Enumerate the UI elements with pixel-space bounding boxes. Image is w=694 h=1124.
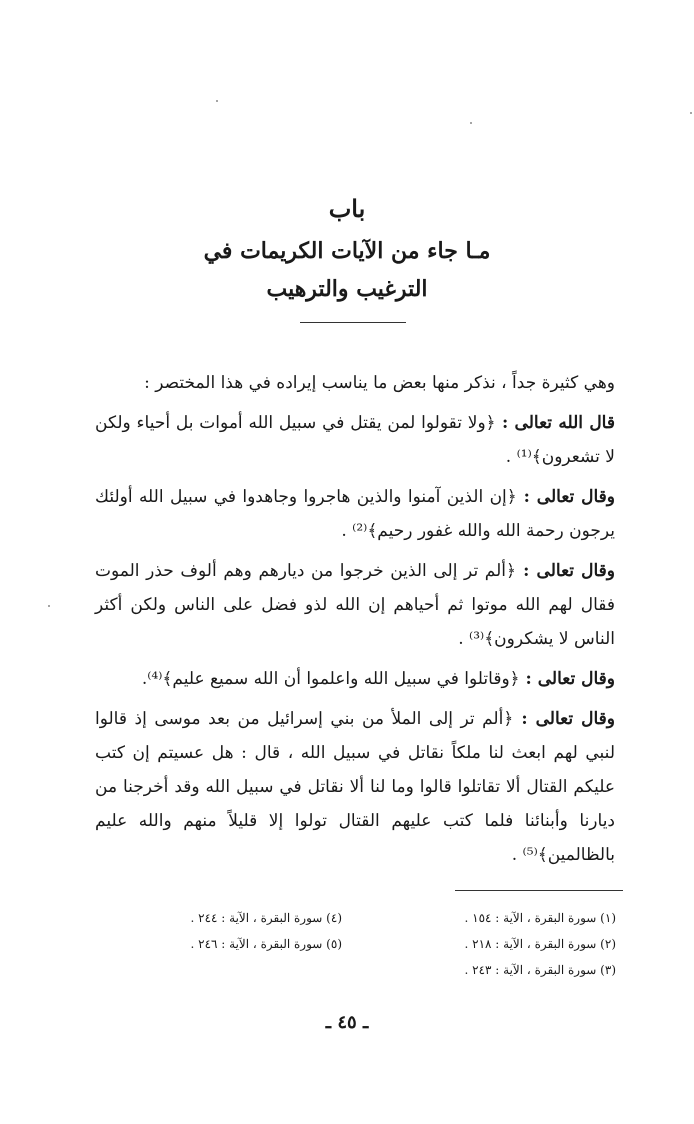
paragraph-text: وهي كثيرة جداً ، نذكر منها بعض ما يناسب إيراده في هذا المختصر : [144,373,615,393]
page-number: ـ ٤٥ ـ [325,1012,369,1033]
verse-paragraph [95,554,615,656]
scan-speck [48,605,50,607]
paragraph-text: ﴿وقاتلوا في سبيل الله واعلموا أن الله سميع عليم﴾⁽⁴⁾. [141,669,520,689]
paragraph-lead: وقال تعالى : [516,487,616,507]
verse-paragraph [95,662,615,696]
paragraph-text: ﴿ألم تر إلى الذين خرجوا من ديارهم وهم ألوف حذر الموت فقال لهم الله موتوا ثم أحياهم إن الله لذو فضل على الناس ولكن أكثر الناس لا يشكرون﴾⁽³⁾ . [95,561,615,649]
main-text [95,366,615,878]
title-divider [300,322,406,323]
scan-speck [690,112,692,114]
scan-speck [216,100,218,102]
chapter-title-line-1: مـا جاء من الآيات الكريمات في [203,238,491,264]
intro-paragraph [95,366,615,400]
verse-paragraph [95,406,615,474]
chapter-label: باب [328,194,366,223]
paragraph-lead: وقال تعالى : [513,709,615,729]
verse-paragraph [95,480,615,548]
footnote: (٤) سورة البقرة ، الآية : ٢٤٤ . [190,911,342,925]
paragraph-lead: قال الله تعالى : [495,413,615,433]
paragraph-text: ﴿ألم تر إلى الملأ من بني إسرائيل من بعد موسى إذ قالوا لنبي لهم ابعث لنا ملكاً نقاتل في سبيل الله ، قال : هل عسيتم إن كتب عليكم القتال ألا تقاتلوا قالوا وما لنا ألا نقاتل في سبيل الله وقد أخرجنا من ديارنا وأبنائنا فلما كتب عليهم القتال تولوا إلا قليلاً منهم والله عليم بالظالمين﴾⁽⁵⁾ . [95,709,615,865]
footnote-divider [455,890,623,891]
paragraph-text: ﴿إن الذين آمنوا والذين هاجروا وجاهدوا في سبيل الله أولئك يرجون رحمة الله والله غفور رحيم﴾⁽²⁾ . [95,487,615,541]
footnote: (٢) سورة البقرة ، الآية : ٢١٨ . [464,937,616,951]
footnote: (٣) سورة البقرة ، الآية : ٢٤٣ . [464,963,616,977]
footnote: (٥) سورة البقرة ، الآية : ٢٤٦ . [190,937,342,951]
scan-speck [470,122,472,124]
paragraph-text: ﴿ولا تقولوا لمن يقتل في سبيل الله أموات بل أحياء ولكن لا تشعرون﴾⁽¹⁾ . [95,413,615,467]
paragraph-lead: وقال تعالى : [515,561,616,581]
paragraph-lead: وقال تعالى : [519,669,615,689]
verse-paragraph [95,702,615,872]
chapter-title-line-2: الترغيب والترهيب [266,276,428,302]
footnote: (١) سورة البقرة ، الآية : ١٥٤ . [464,911,616,925]
